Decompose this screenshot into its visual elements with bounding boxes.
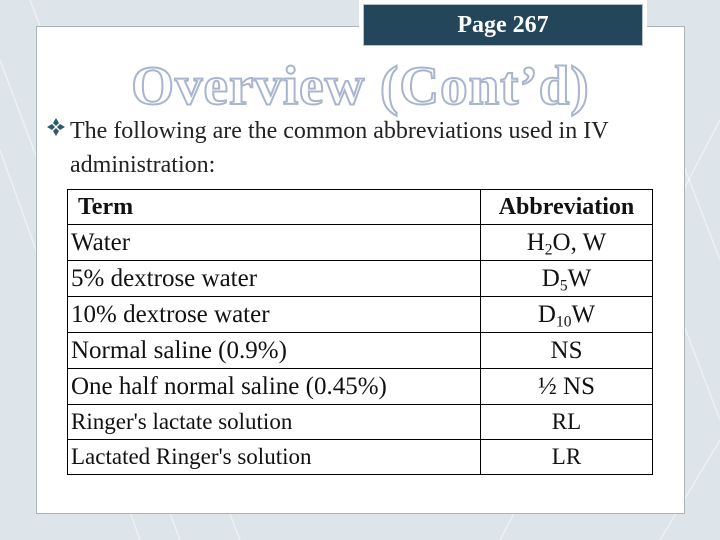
column-header-abbreviation: Abbreviation — [481, 190, 653, 225]
table-body — [68, 225, 653, 475]
term-cell: One half normal saline (0.45%) — [68, 369, 481, 405]
table-row — [68, 225, 653, 261]
bullet-point — [46, 114, 682, 182]
slide-title: Overview (Cont’d) — [131, 55, 590, 116]
abbreviation-cell: ½ NS — [481, 369, 653, 405]
bullet-text: The following are the common abbreviations used in IV administration: — [70, 118, 609, 178]
table-row — [68, 261, 653, 297]
subscript: 10 — [555, 313, 572, 331]
diamond-bullet-icon — [46, 117, 66, 137]
term-cell: 5% dextrose water — [68, 261, 481, 297]
term-cell: 10% dextrose water — [68, 297, 481, 333]
column-header-term: Term — [68, 190, 481, 225]
subscript: 2 — [544, 241, 553, 259]
table-row — [68, 369, 653, 405]
table-header-row — [68, 190, 653, 225]
page-tab — [359, 0, 647, 50]
abbreviation-cell: $D_{10}W$ — [481, 297, 653, 333]
table-row — [68, 440, 653, 475]
abbreviation-cell: $H_2O$, W — [481, 225, 653, 261]
term-cell: Normal saline (0.9%) — [68, 333, 481, 369]
abbreviation-cell: RL — [481, 405, 653, 440]
abbreviation-cell: $D_5W$ — [481, 261, 653, 297]
term-cell: Ringer's lactate solution — [68, 405, 481, 440]
table-row — [68, 333, 653, 369]
abbreviation-cell: LR — [481, 440, 653, 475]
abbreviation-table — [67, 189, 653, 475]
table-row — [68, 405, 653, 440]
term-cell: Water — [68, 225, 481, 261]
page-label: Page 267 — [363, 4, 643, 46]
subscript: 5 — [559, 277, 568, 295]
abbreviation-cell: NS — [481, 333, 653, 369]
term-cell: Lactated Ringer's solution — [68, 440, 481, 475]
table-row — [68, 297, 653, 333]
